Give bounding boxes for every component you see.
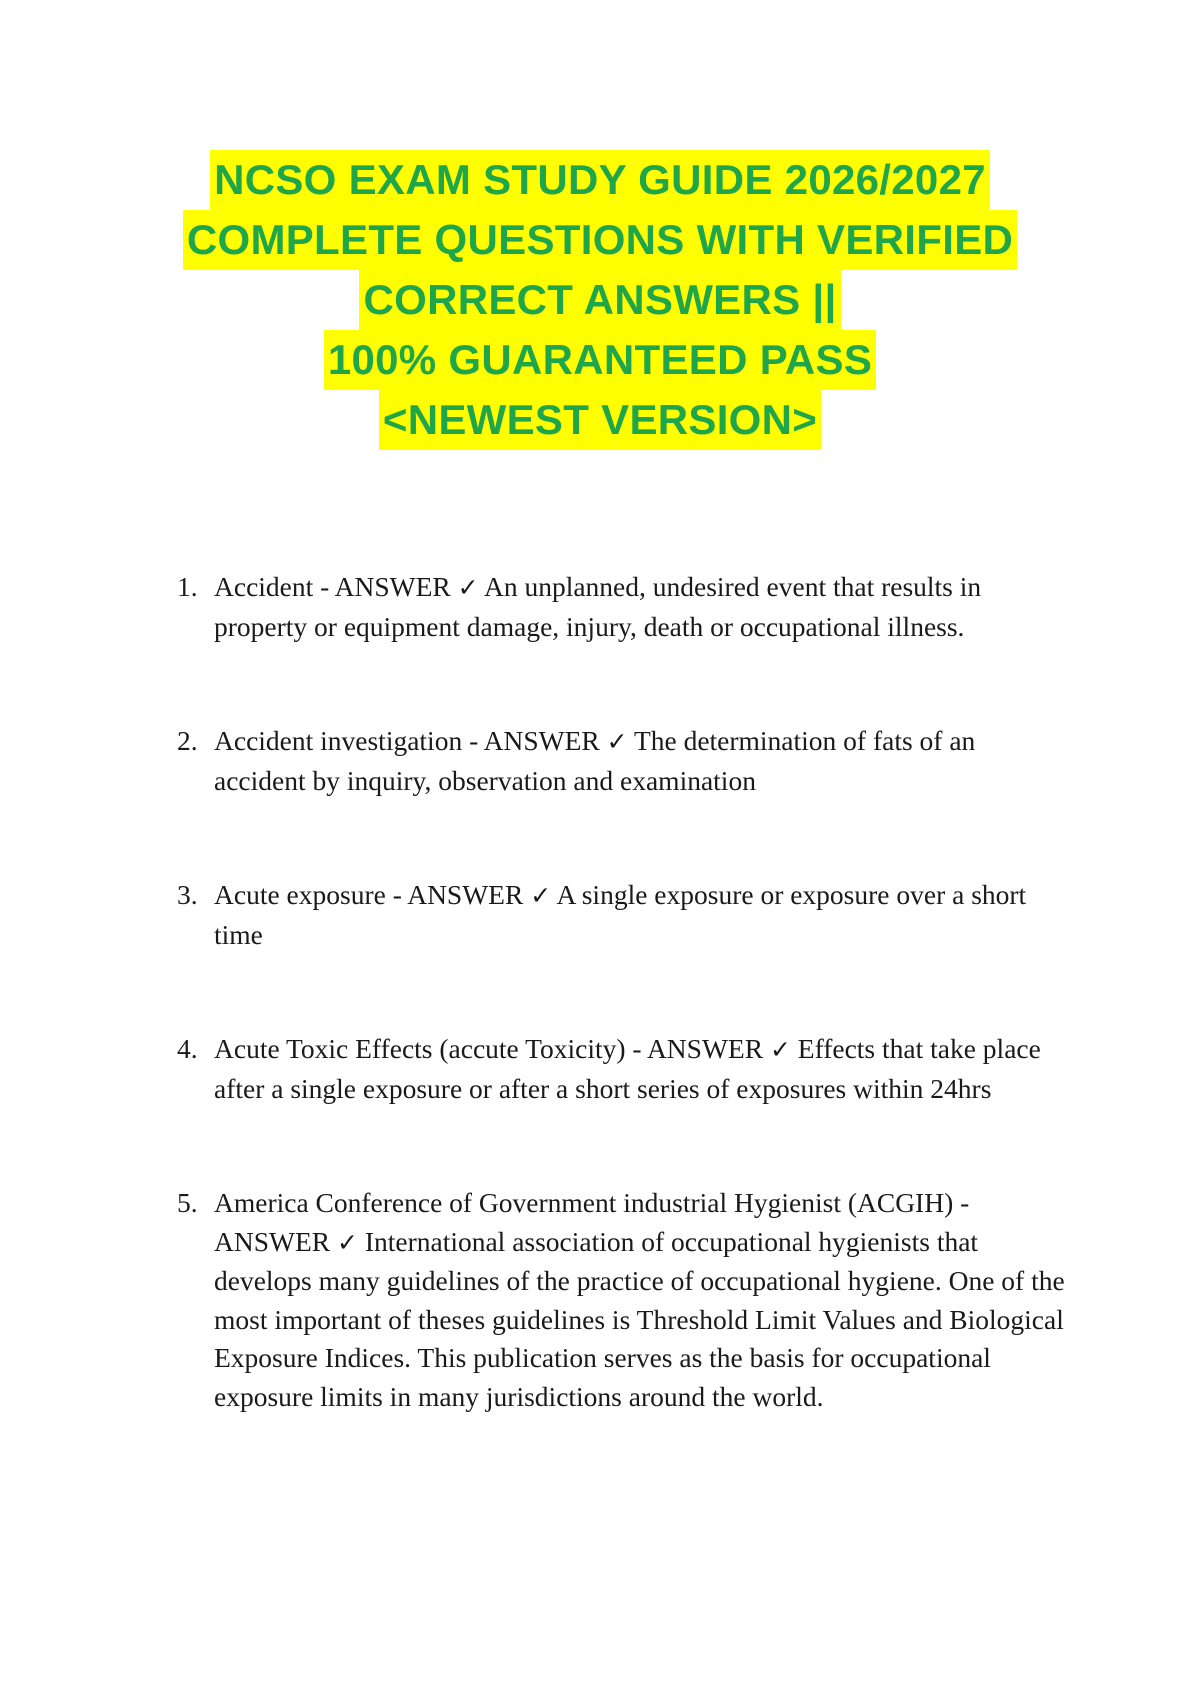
- question-number: 5.: [177, 1187, 198, 1218]
- check-icon: ✓: [606, 727, 628, 756]
- question-number: 4.: [177, 1033, 198, 1064]
- answer-label: ANSWER: [646, 1033, 764, 1064]
- check-icon: ✓: [769, 1035, 791, 1064]
- title-line-3: CORRECT ANSWERS ||: [359, 270, 840, 330]
- answer-text: An unplanned, undesired event that results in property or equipment damage, injury, death or occupational illness.: [214, 571, 982, 642]
- check-icon: ✓: [457, 573, 479, 602]
- answer-label: ANSWER: [334, 571, 451, 602]
- question-number: 3.: [177, 879, 198, 910]
- answer-text: A single exposure or exposure over a short time: [214, 879, 1027, 950]
- answer-text: International association of occupational hygienists that develops many guidelines of the practice of occupational hygiene. One of the most important of theses guidelines is Threshold Limit Values and Biological Exposure Indices. This publication serves as the basis for occupational exposure limits in many jurisdictions around the world.: [214, 1225, 1065, 1412]
- answer-label: ANSWER: [483, 725, 600, 756]
- term: Acute exposure: [214, 879, 386, 910]
- question-number: 1.: [177, 571, 198, 602]
- title-line-4: 100% GUARANTEED PASS: [324, 330, 876, 390]
- term: America Conference of Government industrial Hygienist (ACGIH): [214, 1187, 954, 1218]
- question-item: [170, 722, 1070, 800]
- answer-label: ANSWER: [407, 879, 524, 910]
- question-number: 2.: [177, 725, 198, 756]
- question-text: Accident - ANSWER ✓ An unplanned, undesired event that results in property or equipment damage, injury, death or occupational illness.: [214, 571, 982, 642]
- question-text: America Conference of Government industrial Hygienist (ACGIH) - ANSWER ✓ International association of occupational hygienists that develops many guidelines of the practice of occupational hygiene. One of the most important of theses guidelines is Threshold Limit Values and Biological Exposure Indices. This publication serves as the basis for occupational exposure limits in many jurisdictions around the world.: [214, 1187, 1065, 1412]
- question-item: [170, 1184, 1070, 1416]
- title-line-1: NCSO EXAM STUDY GUIDE 2026/2027: [210, 150, 990, 210]
- title-line-2: COMPLETE QUESTIONS WITH VERIFIED: [183, 210, 1017, 270]
- answer-label: ANSWER: [214, 1225, 331, 1257]
- title-line-5: <NEWEST VERSION>: [379, 390, 821, 450]
- question-item: [170, 568, 1070, 646]
- question-text: Acute Toxic Effects (accute Toxicity) - ANSWER ✓ Effects that take place after a single exposure or after a short series of exposures within 24hrs: [214, 1033, 1041, 1104]
- question-item: [170, 876, 1070, 954]
- term: Accident investigation: [214, 725, 463, 756]
- answer-text: Effects that take place after a single exposure or after a short series of exposures within 24hrs: [214, 1033, 1041, 1104]
- question-list: [170, 568, 1070, 1416]
- check-icon: ✓: [530, 881, 552, 910]
- question-text: Accident investigation - ANSWER ✓ The determination of fats of an accident by inquiry, observation and examination: [214, 725, 976, 796]
- term: Accident: [214, 571, 314, 602]
- question-item: [170, 1030, 1070, 1108]
- answer-text: The determination of fats of an accident by inquiry, observation and examination: [214, 725, 976, 796]
- term: Acute Toxic Effects (accute Toxicity): [214, 1033, 626, 1064]
- check-icon: ✓: [337, 1227, 358, 1257]
- document-title: [0, 150, 1200, 450]
- question-text: Acute exposure - ANSWER ✓ A single exposure or exposure over a short time: [214, 879, 1027, 950]
